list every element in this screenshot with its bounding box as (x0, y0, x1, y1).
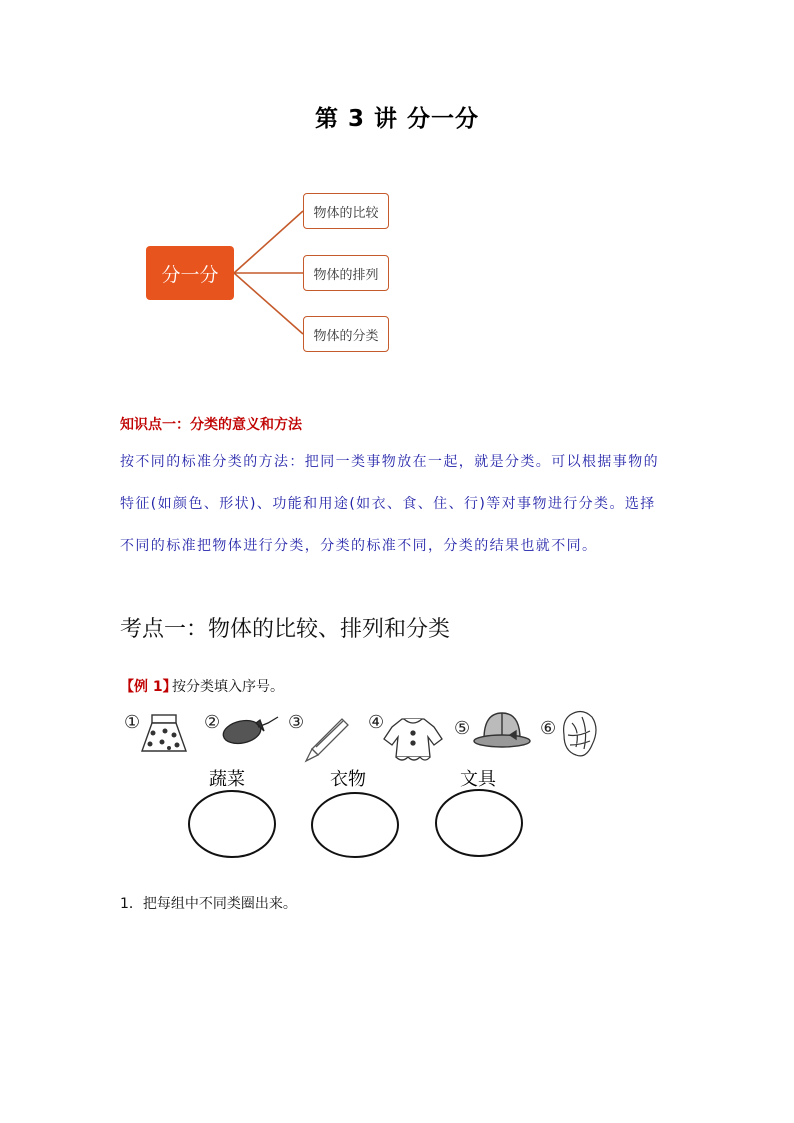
answer-oval-stationery (436, 790, 522, 856)
exam-point-title: 考点一：物体的比较、排列和分类 (120, 617, 451, 642)
item-number-6: ⑥ (540, 718, 557, 739)
category-label-stationery: 文具 (460, 769, 496, 790)
item-number-2: ② (204, 712, 221, 733)
example-instruction: 按分类填入序号。 (172, 679, 284, 695)
cabbage-icon (564, 711, 596, 755)
mindmap-branch-arrangement: 物体的排列 (303, 255, 389, 291)
answer-oval-clothing (312, 793, 398, 857)
hat-icon (474, 713, 530, 747)
example-label: 【例 1】 (120, 679, 177, 695)
category-label-clothing: 衣物 (330, 769, 366, 790)
mindmap-center-node: 分一分 (146, 246, 234, 300)
category-label-vegetables: 蔬菜 (209, 769, 245, 790)
pencil-icon (306, 719, 348, 761)
mindmap-branch-comparison: 物体的比较 (303, 193, 389, 229)
item-number-4: ④ (368, 712, 385, 733)
dress-icon (384, 719, 442, 760)
question-1: 1．把每组中不同类圈出来。 (120, 896, 297, 912)
knowledge-line-2: 特征(如颜色、形状)、功能和用途(如衣、食、住、行)等对事物进行分类。选择 (120, 496, 656, 512)
skirt-icon (142, 715, 186, 751)
page-title: 第 3 讲 分一分 (314, 106, 480, 132)
mindmap-branch-classification: 物体的分类 (303, 316, 389, 352)
answer-oval-vegetables (189, 791, 275, 857)
example-illustration (120, 705, 620, 865)
knowledge-line-3: 不同的标准把物体进行分类，分类的标准不同，分类的结果也就不同。 (120, 538, 598, 554)
item-number-1: ① (124, 712, 141, 733)
knowledge-title: 知识点一：分类的意义和方法 (120, 417, 302, 433)
item-number-5: ⑤ (454, 718, 471, 739)
eggplant-icon (221, 717, 278, 747)
item-number-3: ③ (288, 712, 305, 733)
knowledge-line-1: 按不同的标准分类的方法：把同一类事物放在一起，就是分类。可以根据事物的 (120, 454, 659, 470)
